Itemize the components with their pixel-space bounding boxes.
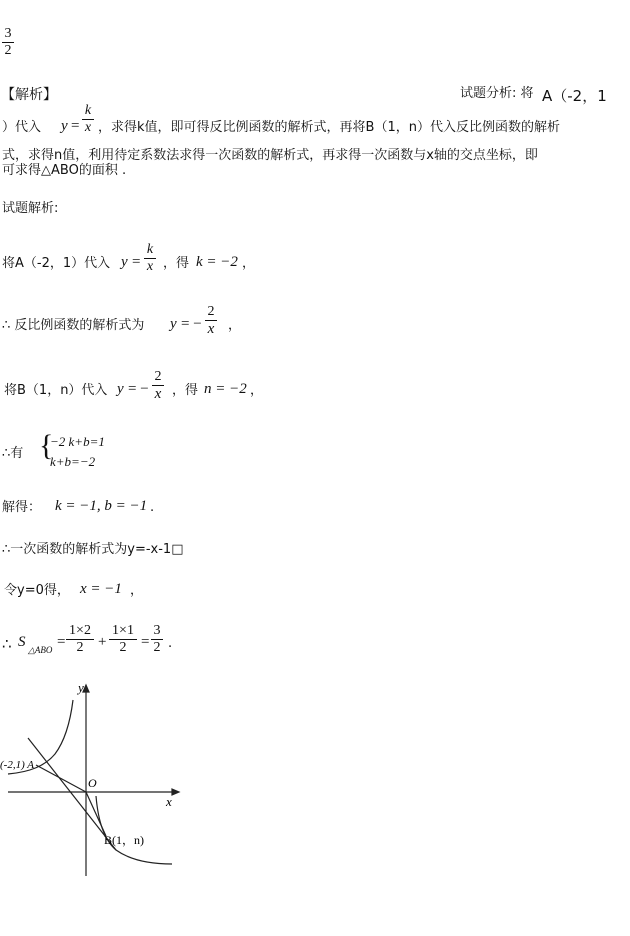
system-eq1: −2 k+b=1 bbox=[50, 434, 105, 449]
area-fraction2 bbox=[109, 624, 137, 655]
step5-result: k = −1, b = −1 bbox=[55, 498, 148, 514]
y-axis-arrow bbox=[83, 685, 89, 692]
area-fraction1 bbox=[66, 624, 94, 655]
area-subscript: △ABO bbox=[28, 645, 53, 655]
area-f1-den: 2 bbox=[76, 640, 84, 655]
step7-lead: 令y=0得， bbox=[4, 583, 70, 598]
solution-head: 试题解析: bbox=[2, 201, 59, 216]
step3-result: n = −2 bbox=[204, 381, 247, 397]
analysis-line3: 可求得△ABO的面积 . bbox=[2, 163, 127, 178]
step1-eq: = bbox=[132, 254, 141, 270]
line1-den: x bbox=[84, 120, 92, 135]
step1-fraction bbox=[144, 243, 156, 274]
analysis-line1-lead: ）代入 bbox=[2, 120, 42, 135]
line1-eq: = bbox=[71, 118, 80, 134]
step2-den: x bbox=[207, 321, 215, 337]
step3-mid: ，得 bbox=[172, 383, 199, 398]
step2-lead: ∴ 反比例函数的解析式为 bbox=[2, 318, 145, 333]
step3-den: x bbox=[154, 386, 162, 402]
area-f2-den: 2 bbox=[119, 640, 127, 655]
area-eq2: = bbox=[141, 634, 150, 650]
analysis-line1-tail: ，求得k值，即可得反比例函数的解析式，再将B（1，n）代入反比例函数的解析 bbox=[98, 120, 560, 135]
step4-lead: ∴有 bbox=[2, 446, 24, 461]
step7-tail: ， bbox=[130, 583, 144, 598]
analysis-tag: 【解析】 bbox=[1, 87, 57, 103]
step1-den: x bbox=[146, 259, 154, 274]
step1-y: y bbox=[121, 254, 128, 270]
line1-fraction bbox=[82, 104, 94, 135]
step3-num: 2 bbox=[154, 369, 162, 384]
area-f3-num: 3 bbox=[153, 623, 161, 638]
step3-eq: = − bbox=[128, 381, 149, 397]
origin-label: O bbox=[88, 776, 97, 790]
step3-y: y bbox=[117, 381, 124, 397]
line1-num: k bbox=[84, 103, 92, 118]
step2-num: 2 bbox=[207, 304, 215, 319]
point-b-label: B(1，n) bbox=[104, 833, 144, 847]
step1-tail: ， bbox=[242, 256, 256, 271]
step1-result: k = −2 bbox=[196, 254, 238, 270]
step1-lead: 将A（-2，1）代入 bbox=[2, 256, 111, 271]
area-s: S bbox=[18, 634, 26, 650]
step7-result: x = −1 bbox=[80, 581, 122, 597]
area-f1-num: 1×2 bbox=[69, 623, 91, 638]
analysis-line2: 式，求得n值，利用待定系数法求得一次函数的解析式，再求得一次函数与x轴的交点坐标，即 bbox=[2, 148, 538, 163]
area-f3-den: 2 bbox=[153, 640, 161, 655]
area-plus: + bbox=[98, 634, 107, 650]
line-graph bbox=[28, 738, 116, 850]
point-a-head: A（-2，1 bbox=[542, 87, 607, 105]
system-eq2: k+b=−2 bbox=[50, 454, 96, 469]
step8-lead: ∴ bbox=[2, 635, 12, 653]
y-axis-label: y bbox=[78, 680, 84, 695]
step2-y: y bbox=[170, 316, 177, 332]
step5-lead: 解得： bbox=[2, 500, 42, 515]
point-a-label: (-2,1) A bbox=[0, 759, 35, 771]
step2-fraction bbox=[205, 305, 217, 336]
segment-ao bbox=[36, 765, 86, 792]
step6-line: ∴一次函数的解析式为y=-x-1□ bbox=[2, 542, 184, 557]
step3-fraction bbox=[152, 370, 164, 401]
step2-tail: ， bbox=[228, 318, 242, 333]
x-axis-label: x bbox=[166, 794, 172, 809]
step5-tail: . bbox=[150, 500, 155, 515]
area-fraction3 bbox=[151, 624, 163, 655]
step1-num: k bbox=[146, 242, 154, 257]
system-brace: { bbox=[39, 429, 54, 462]
answer-numerator: 3 bbox=[4, 26, 12, 41]
step2-eq: = − bbox=[181, 316, 202, 332]
answer-denominator: 2 bbox=[4, 43, 12, 58]
step8-tail: . bbox=[168, 636, 173, 651]
hyperbola-branch-lower bbox=[96, 796, 172, 864]
step3-tail: ， bbox=[250, 383, 264, 398]
area-f2-num: 1×1 bbox=[112, 623, 134, 638]
step3-lead: 将B（1，n）代入 bbox=[4, 383, 108, 398]
line1-y: y bbox=[61, 118, 68, 134]
step1-mid: ，得 bbox=[163, 256, 190, 271]
answer-fraction bbox=[2, 27, 14, 58]
area-eq: = bbox=[57, 634, 66, 650]
x-axis-arrow bbox=[172, 789, 179, 795]
analysis-head: 试题分析: 将 bbox=[460, 86, 534, 101]
function-graph bbox=[0, 680, 200, 880]
